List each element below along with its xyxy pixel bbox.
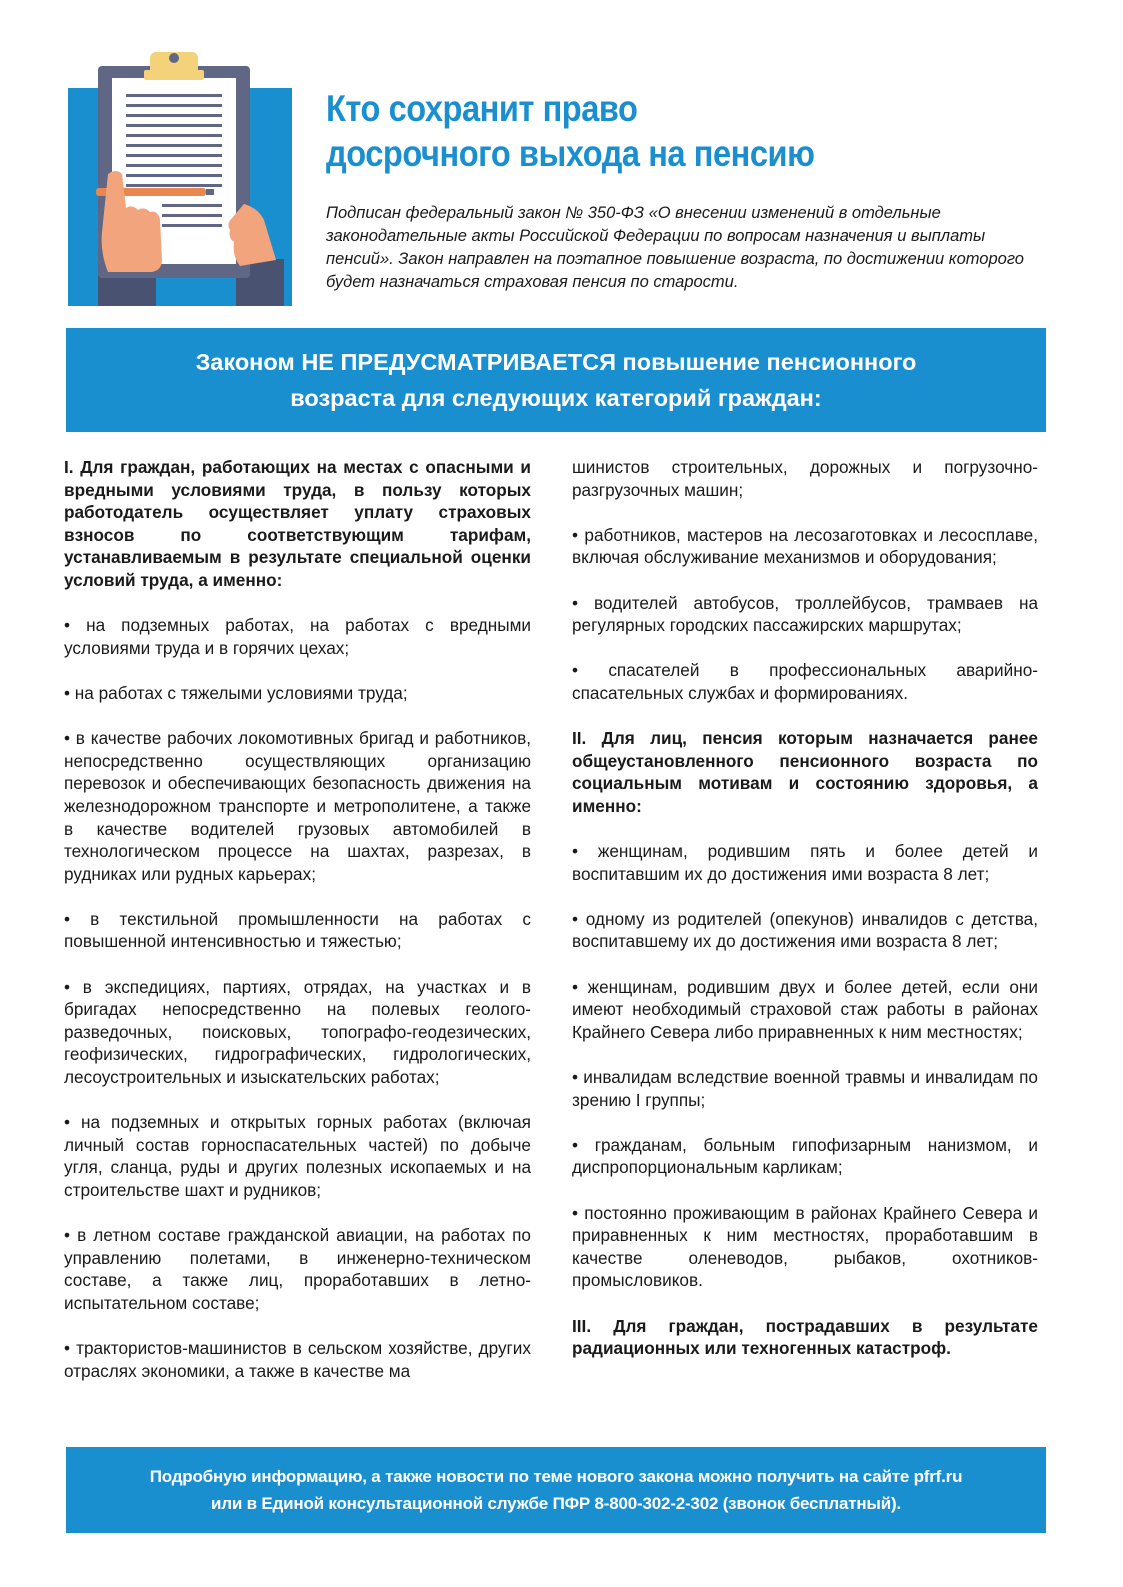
page-title — [326, 86, 977, 176]
list-item-continuation: шинистов строительных, дорожных и погрузочно-разгрузочных машин; — [572, 457, 1038, 500]
list-item: • женщинам, родившим двух и более детей, если они имеют необходимый страховой стаж работы в районах Крайнего Севера либо приравненных к ним местностях; — [572, 976, 1038, 1042]
list-item: • в летном составе гражданской авиации, на работах по управлению полетами, в инженерно-техническом составе, а также лиц, проработавших в летно-испытательном составе; — [64, 1225, 531, 1313]
list-item: • в экспедициях, партиях, отрядах, на участках и в бригадах непосредственно на полевых геолого-разведочных, поисковых, топографо-геодезических, геофизических, гидрографических, гидрологических, лесоустроительных и изыскательских работах; — [64, 976, 531, 1088]
list-item: • на подземных и открытых горных работах (включая личный состав горноспасательных частей) по добыче угля, сланца, руды и других полезных ископаемых и на строительстве шахт и рудников; — [64, 1112, 531, 1200]
section-2-heading: II. Для лиц, пенсия которым назначается ранее общеустановленного пенсионного возраста по социальным мотивам и состоянию здоровья, а именно: — [572, 728, 1038, 816]
left-column — [64, 456, 531, 1405]
section-1-heading: I. Для граждан, работающих на местах с опасными и вредными условиями труда, в пользу которых работодатель осуществляет уплату страховых взносов по соответствующим тарифам, устанавливаемым в результате специальной оценки условий труда, а именно: — [64, 457, 531, 590]
categories-banner — [66, 328, 1046, 432]
footer-line-2: или в Единой консультационной службе ПФР 8-800-302-2-302 (звонок бесплатный). — [211, 1494, 901, 1513]
list-item: • трактористов-машинистов в сельском хозяйстве, других отраслях экономики, а также в качестве ма — [64, 1338, 531, 1381]
list-item: • постоянно проживающим в районах Крайнего Севера и приравненных к ним местностях, проработавшим в качестве оленеводов, рыбаков, охотников-промысловиков. — [572, 1202, 1038, 1291]
list-item: • одному из родителей (опекунов) инвалидов с детства, воспитавшему их до достижения ими возраста 8 лет; — [572, 908, 1038, 952]
list-item: • на работах с тяжелыми условиями труда; — [64, 682, 408, 703]
list-item: • гражданам, больным гипофизарным нанизмом, и диспропорциональным карликам; — [572, 1134, 1038, 1178]
list-item: • в текстильной промышленности на работах с повышенной интенсивностью и тяжестью; — [64, 908, 531, 952]
list-item: • спасателей в профессиональных аварийно-спасательных службах и формированиях. — [572, 660, 1038, 703]
title-line-1: Кто сохранит право — [326, 88, 638, 129]
banner-line-1: Законом НЕ ПРЕДУСМАТРИВАЕТСЯ повышение пенсионного — [195, 349, 917, 375]
title-line-2: досрочного выхода на пенсию — [326, 133, 815, 174]
list-item: • на подземных работах, на работах с вредными условиями труда и в горячих цехах; — [64, 615, 531, 658]
footer-banner — [66, 1447, 1046, 1533]
right-column — [572, 456, 1038, 1382]
list-item: • инвалидам вследствие военной травмы и инвалидам по зрению I группы; — [572, 1067, 1038, 1110]
section-3-heading: III. Для граждан, пострадавших в результате радиационных или техногенных катастроф. — [572, 1315, 1038, 1359]
intro-text: Подписан федеральный закон № 350-ФЗ «О внесении изменений в отдельные законодательные акты Российской Федерации по вопросам назначения и выплаты пенсий». Закон направлен на поэтапное повышение возраста, по достижении которого будет назначаться страховая пенсия по старости. — [326, 204, 1024, 291]
banner-line-2: возраста для следующих категорий граждан: — [290, 385, 822, 411]
clipboard-hands-illustration — [68, 44, 292, 306]
list-item: • водителей автобусов, троллейбусов, трамваев на регулярных городских пассажирских маршрутах; — [572, 592, 1038, 636]
list-item: • работников, мастеров на лесозаготовках и лесосплаве, включая обслуживание механизмов и оборудования; — [572, 524, 1038, 568]
list-item: • в качестве рабочих локомотивных бригад и работников, непосредственно осуществляющих организацию перевозок и обеспечивающих безопасность движения на железнодорожном транспорте и метрополитене, а также в качестве водителей грузовых автомобилей в технологическом процессе на шахтах, разрезах, в рудниках или рудных карьерах; — [64, 728, 531, 884]
list-item: • женщинам, родившим пять и более детей и воспитавшим их до достижения ими возраста 8 лет; — [572, 841, 1038, 884]
footer-line-1: Подробную информацию, а также новости по теме нового закона можно получить на сайте pfrf.ru — [149, 1467, 963, 1486]
